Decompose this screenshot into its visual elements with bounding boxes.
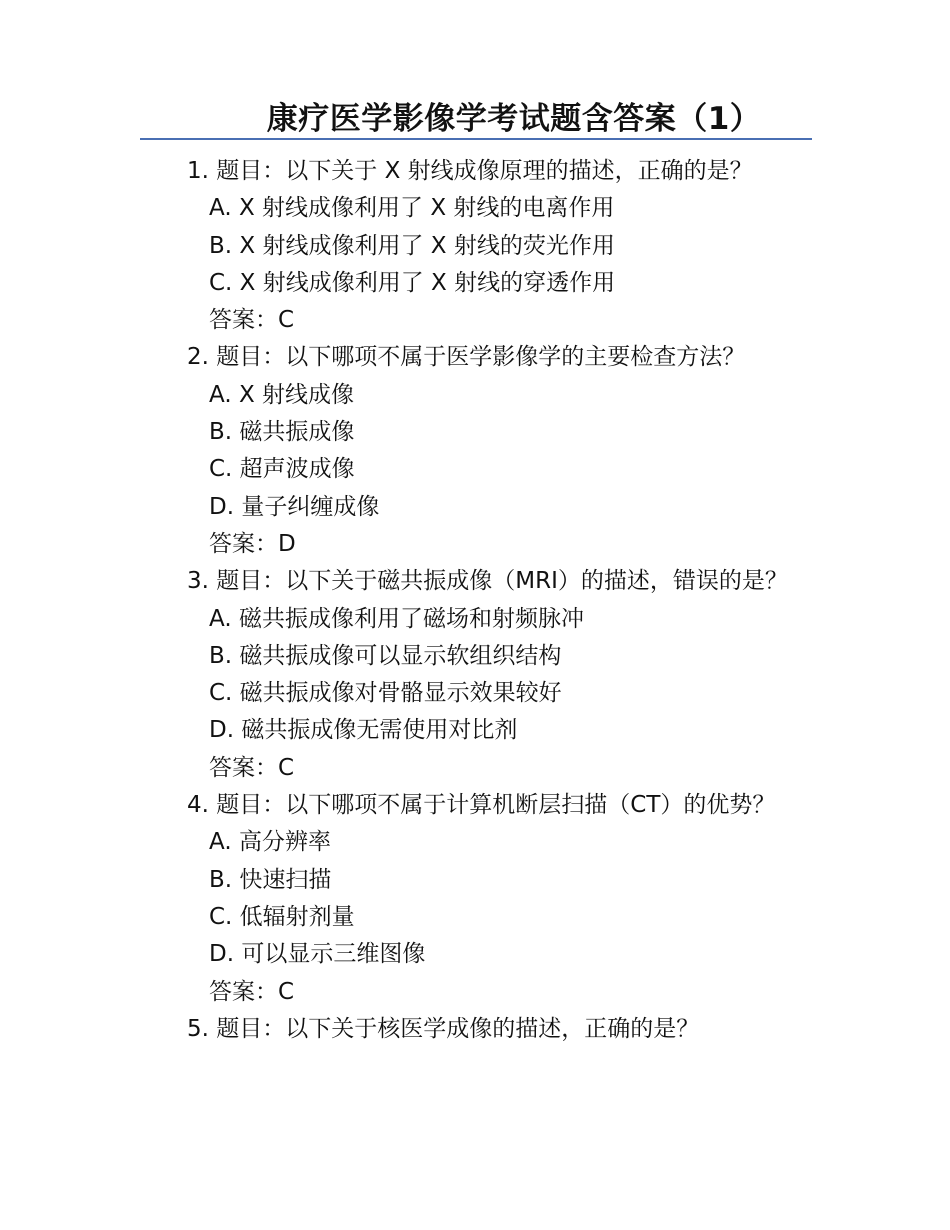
answer: 答案：D bbox=[209, 530, 296, 557]
question-3 bbox=[140, 563, 800, 787]
answer: 答案：C bbox=[209, 754, 295, 781]
option-b: B. X 射线成像利用了 X 射线的荧光作用 bbox=[209, 232, 615, 259]
question-5 bbox=[140, 1011, 800, 1048]
question-text: 5. 题目：以下关于核医学成像的描述，正确的是？ bbox=[187, 1015, 700, 1042]
question-2 bbox=[140, 339, 800, 563]
option-c: C. 低辐射剂量 bbox=[209, 903, 355, 930]
option-c: C. 超声波成像 bbox=[209, 456, 355, 483]
question-1 bbox=[140, 153, 800, 339]
option-c: C. 磁共振成像对骨骼显示效果较好 bbox=[209, 680, 562, 707]
option-d: D. 量子纠缠成像 bbox=[209, 493, 380, 520]
question-text: 4. 题目：以下哪项不属于计算机断层扫描（CT）的优势？ bbox=[187, 792, 776, 819]
option-a: A. 高分辨率 bbox=[209, 829, 331, 856]
option-b: B. 磁共振成像可以显示软组织结构 bbox=[209, 642, 562, 669]
option-a: A. X 射线成像利用了 X 射线的电离作用 bbox=[209, 195, 615, 222]
option-b: B. 快速扫描 bbox=[209, 866, 332, 893]
option-d: D. 可以显示三维图像 bbox=[209, 941, 426, 968]
option-a: A. 磁共振成像利用了磁场和射频脉冲 bbox=[209, 605, 584, 632]
answer: 答案：C bbox=[209, 978, 295, 1005]
option-a: A. X 射线成像 bbox=[209, 381, 355, 408]
question-text: 3. 题目：以下关于磁共振成像（MRI）的描述，错误的是？ bbox=[187, 568, 788, 595]
question-4 bbox=[140, 787, 800, 1011]
question-text: 2. 题目：以下哪项不属于医学影像学的主要检查方法？ bbox=[187, 344, 746, 371]
option-d: D. 磁共振成像无需使用对比剂 bbox=[209, 717, 518, 744]
answer: 答案：C bbox=[209, 307, 295, 334]
option-b: B. 磁共振成像 bbox=[209, 419, 355, 446]
question-text: 1. 题目：以下关于 X 射线成像原理的描述，正确的是？ bbox=[187, 158, 753, 184]
question-list bbox=[140, 153, 800, 1048]
document-title: 康疗医学影像学考试题含答案（1） bbox=[140, 100, 812, 140]
option-c: C. X 射线成像利用了 X 射线的穿透作用 bbox=[209, 269, 616, 296]
